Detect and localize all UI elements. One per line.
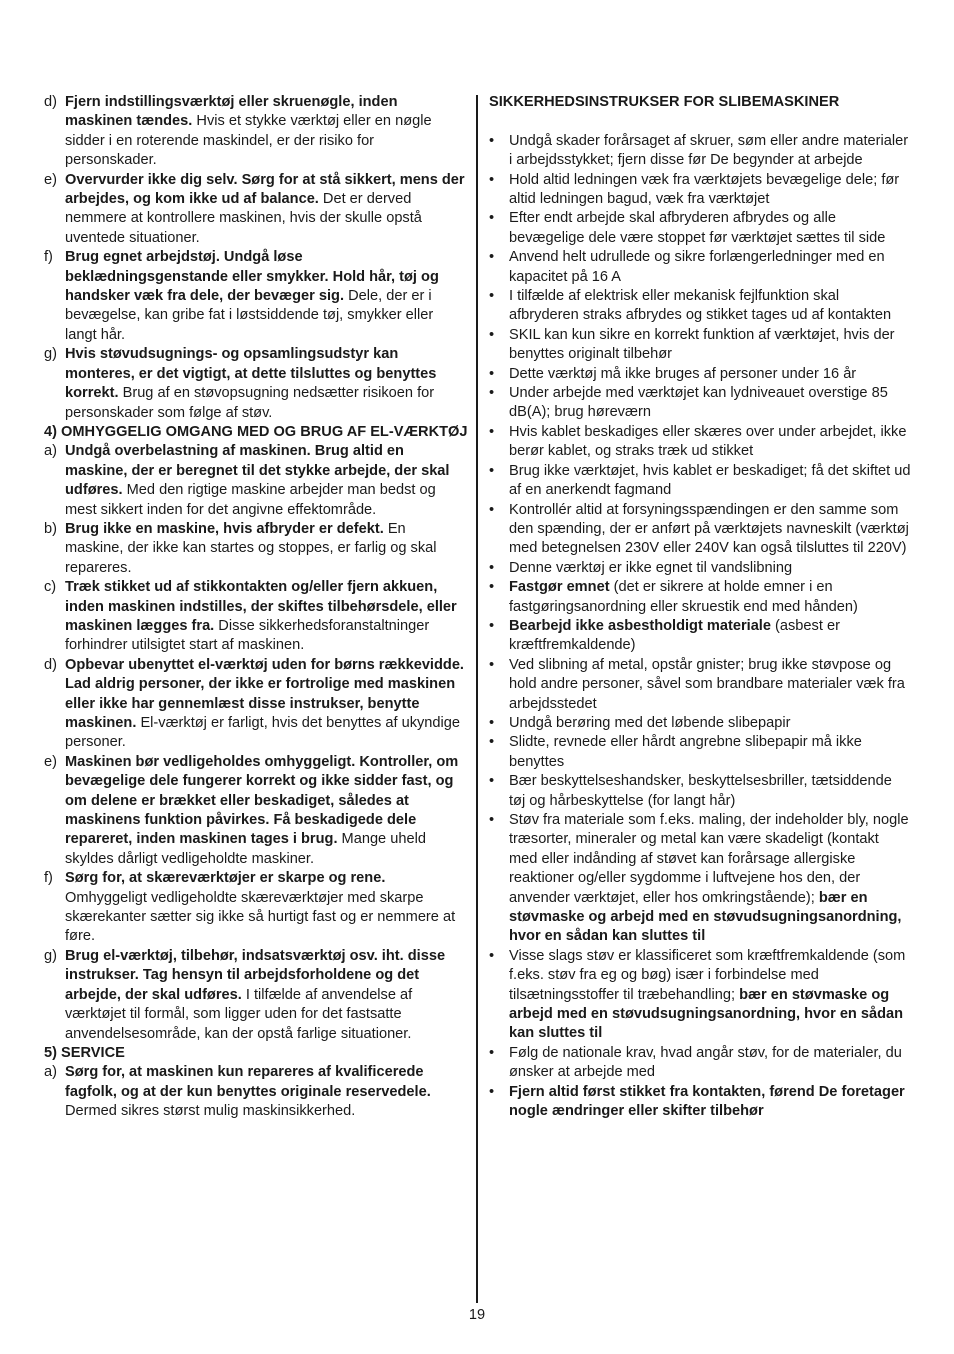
instruction-item (44, 947, 468, 1044)
bullet-item (489, 171, 911, 210)
item-text: Brug af en støvopsugning nedsætter risikoen for personskader som følge af støv. (65, 385, 435, 421)
section-heading: 5) SERVICE (44, 1044, 125, 1061)
bullet-icon: • (489, 462, 495, 479)
bullet-item (489, 656, 911, 714)
item-text: Med den rigtige maskine arbejder man bedst og mest sikkert inden for det angivne effektområde. (65, 482, 436, 518)
section-heading: 4) OMHYGGELIG OMGANG MED OG BRUG AF EL-VÆRKTØJ (44, 423, 468, 440)
bullet-text: Følg de nationale krav, hvad angår støv, for de materialer, du ønsker at arbejde med (509, 1044, 902, 1081)
item-text: En maskine, der ikke kan startes og stoppes, er farlig og skal repareres. (65, 520, 437, 576)
bullet-text: (asbest er kræftfremkaldende) (509, 617, 840, 654)
left-column (44, 93, 468, 1122)
instruction-item (44, 656, 468, 753)
bullet-icon: • (489, 812, 495, 829)
instruction-item (44, 578, 468, 656)
bullet-icon: • (489, 579, 495, 596)
instruction-item (44, 248, 468, 345)
bullet-icon: • (489, 1083, 495, 1100)
bullet-icon: • (489, 501, 495, 518)
bullet-icon: • (489, 947, 495, 964)
bullet-item (489, 772, 911, 811)
instruction-item (44, 442, 468, 520)
bullet-item (489, 209, 911, 248)
instruction-item (44, 520, 468, 578)
item-marker: a) (44, 1064, 57, 1081)
item-marker: e) (44, 753, 57, 770)
bullet-icon: • (489, 288, 495, 305)
bullet-item (489, 384, 911, 423)
item-marker: f) (44, 249, 53, 266)
item-text: I tilfælde af anvendelse af værktøjet til formål, som ligger uden for det fastsatte anvendelsesområde, kan der opstå farlige situationer. (65, 986, 413, 1042)
item-text: Dele, der er i bevægelse, kan gribe fat i løstsiddende tøj, smykker eller langt hår. (65, 288, 434, 343)
item-marker: d) (44, 94, 57, 110)
bullet-bold-text: Fjern altid først stikket fra kontakten, førend De foretager nogle ændringer eller skifter tilbehør (509, 1083, 905, 1120)
item-bold-text: Undgå overbelastning af maskinen. Brug altid en maskine, der er beregnet til det stykke arbejde, der skal udføres. (65, 443, 450, 499)
item-text: El-værktøj er farligt, hvis det benyttes af ukyndige personer. (65, 715, 461, 751)
item-bold-text: Træk stikket ud af stikkontakten og/eller fjern akkuen, inden maskinen indstilles, der skiftes tilbehørsdele, eller maskinen lægges fra. (65, 579, 457, 634)
bullet-icon: • (489, 734, 495, 751)
bullet-item (489, 287, 911, 326)
bullet-icon: • (489, 559, 495, 576)
bullet-text: Ved slibning af metal, opstår gnister; brug ikke støvpose og hold andre personer, såvel som brandbare materialer væk fra arbejdsstedet (509, 656, 905, 712)
bullet-text: SKIL kan kun sikre en korrekt funktion af værktøjet, hvis der benyttes originalt tilbehør (509, 326, 895, 363)
bullet-icon: • (489, 617, 495, 634)
instruction-item (44, 869, 468, 947)
bullet-text: Brug ikke værktøjet, hvis kablet er beskadiget; få det skiftet ud af en anerkendt fagmand (509, 462, 911, 499)
bullet-item (489, 733, 911, 772)
right-column (489, 93, 911, 1122)
bullet-icon: • (489, 326, 495, 343)
bullet-text: Denne værktøj er ikke egnet til vandslibning (509, 559, 793, 576)
item-marker: f) (44, 870, 53, 887)
item-bold-text: Overvurder ikke dig selv. Sørg for at stå sikkert, mens der arbejdes, og kom ikke ud af balance. (65, 171, 465, 208)
bullet-text: Under arbejde med værktøjet kan lydniveauet overstige 85 dB(A); brug høreværn (509, 385, 888, 421)
item-text: Disse sikkerhedsforanstaltninger forhindrer utilsigtet start af maskinen. (65, 617, 430, 654)
bullet-item (489, 326, 911, 365)
bullet-item (489, 365, 911, 384)
item-marker: e) (44, 171, 57, 188)
bullet-icon: • (489, 1044, 495, 1061)
bullet-text: Støv fra materiale som f.eks. maling, der indeholder bly, nogle træsorter, mineraler og metal kan være skadeligt (kontakt med eller indånding af støvet kan forårsage allergiske reaktioner og/eller sygdomme i luftvejene hos den, der anvender værktøjet, eller hos omkringstående); (509, 812, 909, 906)
bullet-item (489, 501, 911, 559)
bullet-text: I tilfælde af elektrisk eller mekanisk fejlfunktion skal afbryderen straks afbrydes og stikket tages ud af kontakten (509, 288, 892, 324)
bullet-item (489, 1044, 911, 1083)
bullet-icon: • (489, 249, 495, 266)
bullet-text: Visse slags støv er klassificeret som kræftfremkaldende (som f.eks. støv fra eg og bøg) især i forbindelse med tilsætningsstoffer til træbehandling; (509, 947, 906, 1003)
bullet-list (489, 132, 911, 1122)
bullet-item (489, 423, 911, 462)
bullet-icon: • (489, 210, 495, 227)
bullet-item (489, 811, 911, 947)
item-bold-text: Maskinen bør vedligeholdes omhyggeligt. Kontroller, om bevægelige dele fungerer korrekt og ikke sidder fast, og om delene er brækket eller beskadiget, således at maskinens funktion påvirkes. Få beskadigede dele repareret, inden maskinen tages i brug. (65, 753, 459, 848)
bullet-item (489, 947, 911, 1044)
item-text: Hvis et stykke værktøj eller en nøgle sidder i en roterende maskindel, er der risiko for personskader. (65, 113, 432, 169)
bullet-text: Undgå berøring med det løbende slibepapir (509, 714, 791, 731)
bullet-icon: • (489, 132, 495, 149)
bullet-text: Undgå skader forårsaget af skruer, søm eller andre materialer i arbejdsstykket; fjern disse før De begynder at arbejde (509, 132, 909, 169)
bullet-text: Anvend helt udrullede og sikre forlængerledninger med en kapacitet på 16 A (509, 249, 885, 285)
item-bold-text: Opbevar ubenyttet el-værktøj uden for børns rækkevidde. Lad aldrig personer, der ikke er fortrolige med maskinen eller ikke har gennemlæst disse instrukser, benytte maskinen. (65, 656, 464, 731)
bullet-text: Kontrollér altid at forsyningsspændingen er den samme som den spænding, der er anført på værktøjets navneskilt (værktøj med betegnelsen 230V eller 240V kan også tilsluttes til 220V) (509, 501, 909, 557)
item-text: Mange uheld skyldes dårligt vedligeholdte maskiner. (65, 831, 426, 867)
item-bold-text: Brug ikke en maskine, hvis afbryder er defekt. (65, 520, 384, 537)
bullet-icon: • (489, 773, 495, 790)
item-text: Omhyggeligt vedligeholdte skæreværktøjer med skarpe skærekanter sætter sig ikke så hurtigt fast og er nemmere at føre. (65, 889, 456, 945)
instruction-item (44, 753, 468, 869)
bullet-text: Efter endt arbejde skal afbryderen afbrydes og alle bevægelige dele være stoppet før værktøjet sættes til side (509, 210, 886, 246)
instruction-item (44, 1063, 468, 1121)
item-marker: b) (44, 520, 57, 537)
bullet-icon: • (489, 714, 495, 731)
bullet-text: Bær beskyttelseshandsker, beskyttelsesbriller, tætsiddende tøj og hårbeskyttelse (for langt hår) (509, 773, 892, 809)
item-bold-text: Brug el-værktøj, tilbehør, indsatsværktøj osv. iht. disse instrukser. Tag hensyn til arbejdsforholdene og det arbejde, der skal udføres. (65, 947, 446, 1003)
bullet-icon: • (489, 365, 495, 382)
bullet-bold-text: Bearbejd ikke asbestholdigt materiale (509, 617, 771, 634)
instruction-item (44, 345, 468, 423)
bullet-item (489, 248, 911, 287)
item-bold-text: Sørg for, at maskinen kun repareres af kvalificerede fagfolk, og at der kun benyttes originale reservedele. (65, 1064, 431, 1100)
bullet-item (489, 462, 911, 501)
instruction-item (44, 93, 468, 171)
item-marker: g) (44, 346, 57, 363)
bullet-text: Hold altid ledningen væk fra værktøjets bevægelige dele; før altid ledningen bagud, væk fra værktøjet (509, 171, 900, 208)
item-marker: a) (44, 443, 57, 460)
bullet-item (489, 617, 911, 656)
bullet-icon: • (489, 171, 495, 188)
bullet-bold-text: bær en støvmaske og arbejd med en støvudsugningsanordning, hvor en sådan kan sluttes til (509, 889, 902, 945)
item-text: Det er derved nemmere at kontrollere maskinen, hvis der skulle opstå uventede situationer. (65, 191, 422, 246)
item-text: Dermed sikres størst mulig maskinsikkerhed. (65, 1103, 356, 1120)
bullet-bold-text: bær en støvmaske og arbejd med en støvudsugningsanordning, hvor en sådan kan sluttes til (509, 986, 904, 1042)
section-title: SIKKERHEDSINSTRUKSER FOR SLIBEMASKINER (489, 94, 840, 110)
column-divider (476, 95, 478, 1303)
bullet-item (489, 714, 911, 733)
bullet-icon: • (489, 423, 495, 440)
page-number: 19 (468, 1307, 486, 1323)
item-marker: d) (44, 656, 57, 673)
item-bold-text: Hvis støvudsugnings- og opsamlingsudstyr kan monteres, er det vigtigt, at dette tilsluttes og benyttes korrekt. (65, 346, 437, 402)
item-marker: g) (44, 947, 57, 964)
item-bold-text: Brug egnet arbejdstøj. Undgå løse beklædningsgenstande eller smykker. Hold hår, tøj og handsker væk fra dele, der bevæger sig. (65, 249, 439, 305)
bullet-text: Slidte, revnede eller hårdt angrebne slibepapir må ikke benyttes (509, 734, 862, 770)
item-marker: c) (44, 579, 57, 596)
bullet-icon: • (489, 385, 495, 402)
bullet-bold-text: Fastgør emnet (509, 579, 610, 596)
bullet-text: Dette værktøj må ikke bruges af personer under 16 år (509, 365, 857, 382)
bullet-item (489, 132, 911, 171)
item-bold-text: Sørg for, at skæreværktøjer er skarpe og rene. (65, 870, 386, 887)
bullet-item (489, 578, 911, 617)
bullet-item (489, 559, 911, 578)
instruction-item (44, 171, 468, 249)
item-bold-text: Fjern indstillingsværktøj eller skruenøgle, inden maskinen tændes. (65, 94, 398, 130)
bullet-text: (det er sikrere at holde emner i en fastgøringsanordning eller skruestik end med hånden) (509, 579, 858, 615)
bullet-text: Hvis kablet beskadiges eller skæres over under arbejdet, ikke berør kablet, og straks træk ud stikket (509, 423, 907, 460)
bullet-icon: • (489, 656, 495, 673)
bullet-item (489, 1083, 911, 1122)
